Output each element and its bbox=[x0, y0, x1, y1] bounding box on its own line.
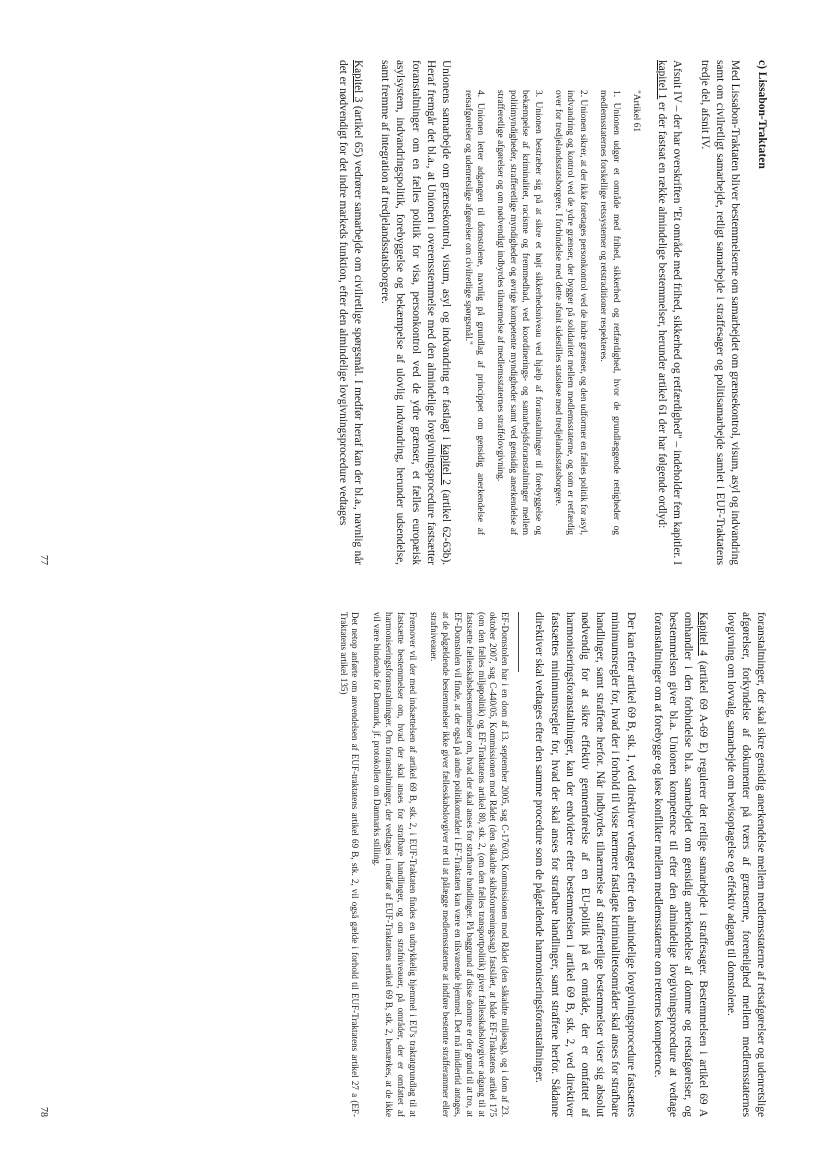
chapter-reference: Kapitel 3 bbox=[352, 60, 365, 103]
article-paragraph: 2. Unionen sikrer, at der ikke foretages personkontrol ved de indre grænser, og den udformer en fælles politik for asyl, indvandring og kontrol ved de ydre grænser, der bygger på solidaritet mellem medlemsstaterne, og som er retfærdig over for tredjelandsstatsborgere. I forbindelse med dette afsnit sidestilles statsløse med tredjelandsstatsborgere. bbox=[552, 90, 588, 535]
article-title: "Artikel 61 bbox=[630, 90, 641, 133]
paragraph: Afsnit IV – der har overskriften "Et område med frihed, sikkerhed og retfærdighed" – indeholder fem kapitler. I kapitel 1 er der fastsat en række almindelige bestemmelser, herunder artikel 61 der har følgende ordlyd: bbox=[656, 60, 684, 565]
note: Det netop anførte om anvendelsen af EUF-traktatens artikel 69 B, stk. 2, vil også gælde i forhold til EUF-Traktatens artikel 27 a (EF-Traktatens artikel 135) bbox=[338, 612, 361, 1117]
divider bbox=[518, 612, 519, 672]
article-paragraph: 3. Unionen bestræber sig på at sikre et højt sikkerhedsniveau ved hjælp af foranstaltninger til forebyggelse og bekæmpelse af kriminalitet, racisme og fremmedhad, ved koordinerings- og samarbejdsforanstaltninger mellem politimyndigheder, strafferetlige myndigheder og øvrige kompetente myndigheder samt ved gensidig anerkendelse af strafferetlige afgørelser og om nødvendigt indbyrdes tilnærmelse af medlemsstaternes straffelovgivning. bbox=[495, 90, 543, 535]
paragraph: Der kan efter artikel 69 B, stk. 1, ved direktiver vedtaget efter den almindelige lovgivningsprocedure fastsættes minimumsregler for, hvad der i forhold til visse nærmere fastlagte kriminalitetsområder skal anses for strafbare handlinger, samt straffene herfor. Når indbyrdes tilnærmelse af strafferetlige bestemmelser viser sig absolut nødvendig for at sikre effektiv gennemførelse af en EU-politik på et område, der er omfattet af harmoniseringsforanstaltninger, kan der endvidere efter bestemmelsen i artikel 69 B, stk. 2, ved direktiver fastsættes minimumsregler for, hvad der skal anses for strafbare handlinger, samt straffene herfor. Sådanne direktiver skal vedtages efter den samme procedure som de pågældende harmoniseringsforanstaltninger. bbox=[533, 612, 637, 1117]
article-quote bbox=[461, 60, 642, 565]
chapter-reference: kapitel 1 bbox=[656, 60, 669, 100]
note: EF-Domstolen har i en dom af 13. september 2005, sag C-176/03, Kommissionen mod Rådet (den såkaldte miljøsag), og i dom af 23. oktober 2007, sag C-440/05, Kommissionen mod Rådet (den såkaldte skibsforureningssag) fastslået, at både EF-Traktatens artikel 175 (om den fælles miljøpolitik) og EF-Traktatens artikel 80, stk. 2, (om den fælles transportpolitik) giver fællesskabslovgiver adgang til at fastsætte fællesskabsbestemmelser om, hvad der skal anses for strafbare handlinger. På baggrund af disse domme er der grund til at tro, at EF-Domstolen vil finde, at der også på andre politikområder i EF-Traktaten kan være en tilsvarende hjemmel. Det må imidlertid antages, at de pågældende bestemmelser ikke giver fællesskabslovgiver ret til at pålægge medlemsstaterne at indføre bestemte strafferammer eller strafniveauer. bbox=[429, 612, 511, 1117]
paragraph: Kapitel 4 (artikel 69 A-69 E) regulerer det retlige samarbejde i straffesager. Bestemmelsen i artikel 69 A omhandler i den forbindelse bl.a. samarbejdet om gensidig anerkendelse af domme og retsafgørelser, og bestemmelsen giver bl.a. Unionen kompetence til efter den almindelige lovgivningsprocedure at vedtage foranstaltninger om at forebygge og løse konflikter mellem medlemsstaterne om retternes kompetence. bbox=[651, 612, 710, 1118]
chapter-reference: kapitel 2 bbox=[440, 444, 453, 486]
section-heading: c) Lissabon-Traktaten bbox=[756, 60, 768, 169]
paragraph: Unionens samarbejde om grænsekontrol, visum, asyl og indvandring er fastlagt i kapitel 2 (artikel 62-63b). Heraf fremgår det bl.a., at Unionen i overensstemmelse med den almindelige lovgivningsprocedure fastsætter foranstaltninger om en fælles politik for visa, personkontrol ved de ydre grænser, et fælles europæisk asylsystem, indvandringspolitik, forebyggelse og bekæmpelse af ulovlig indvandring, herunder udsendelse, samt fremme af integration af tredjelandsstatsborgere. bbox=[379, 60, 453, 566]
article-paragraph: 4. Unionen letter adgangen til domstolene, navnlig på grundlag af princippet om gensidig anerkendelse af retsafgørelser og udenretslige afgørelser om civilretlige spørgsmål." bbox=[462, 90, 485, 535]
paragraph: Med Lissabon-Traktaten bliver bestemmelserne om samarbejdet om grænsekontrol, visum, asyl og indvandring samt om civilretligt samarbejde, retligt samarbejde i straffesager og politisamarbejde samlet i EUF-Traktatens tredje del, afsnit IV. bbox=[698, 60, 741, 565]
page-number: 77 bbox=[38, 555, 49, 565]
chapter-reference: Kapitel 4 bbox=[697, 612, 710, 656]
paragraph: Kapitel 3 (artikel 65) vedrører samarbejde om civilretlige spørgsmål. I medfør heraf kan der bl.a., navnlig når det er nødvendigt for det indre markeds funktion, efter den almindelige lovgivningsprocedure vedtages bbox=[336, 60, 365, 566]
article-paragraph: 1. Unionen udgør et område med frihed, sikkerhed og retfærdighed, hvor de grundlæggende rettigheder og medlemsstaternes forskellige retssystemer og retstraditioner respekteres. bbox=[598, 90, 621, 535]
page-77 bbox=[38, 60, 768, 565]
page-78 bbox=[38, 612, 768, 1117]
page-number: 78 bbox=[38, 1107, 49, 1117]
paragraph: foranstaltninger, der skal sikre gensidig anerkendelse mellem medlemsstaterne af retsafgørelser og udenretslige afgørelser, forkyndelse af dokumenter på tværs af grænserne, forenelighed mellem medlemsstaternes lovgivning om lovvalg, samarbejde om bevisoptagelse og effektiv adgang til domstolene. bbox=[724, 612, 767, 1117]
note: Fremover vil der med indsættelsen af artikel 69 B, stk. 2, i EUF-Traktaten findes en udtrykkelig hjemmel i EU's traktatgrundlag til at fastsætte bestemmelser om, hvad der skal anses for strafbare handlinger, og om strafniveauer, på områder, der er omfattet af harmoniseringsforanstaltninger. Om foranstaltninger, der vedtages i medfør af EUF-Traktatens artikel 69 B, stk. 2, bemærkes, at de ikke vil være bindende for Danmark, jf. protokollen om Danmarks stilling. bbox=[372, 612, 418, 1117]
